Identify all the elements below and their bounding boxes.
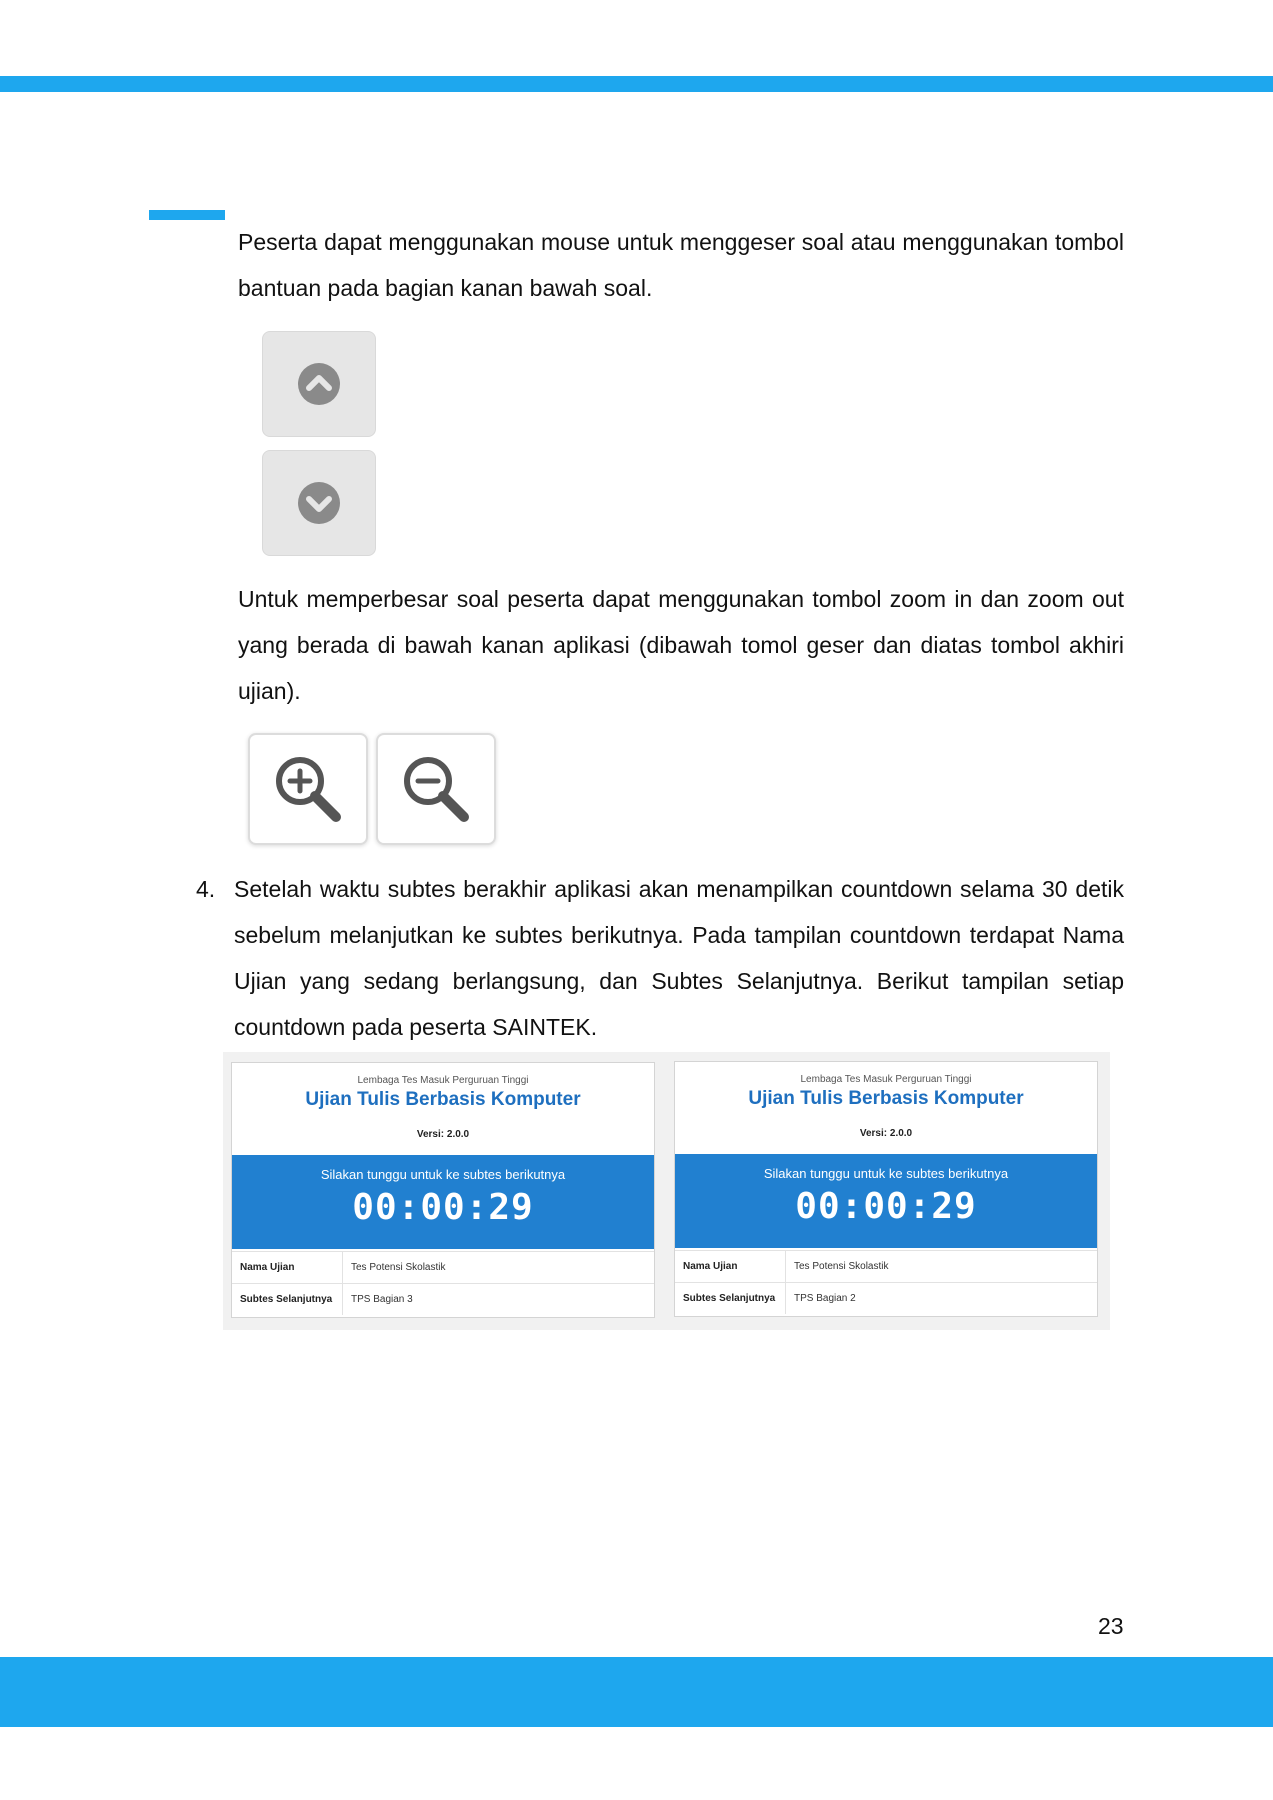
version-label: Versi: 2.0.0 [859, 1128, 913, 1139]
chevron-up-circle-icon [297, 362, 341, 406]
version-label: Versi: 2.0.0 [416, 1129, 470, 1140]
info-value: TPS Bagian 2 [786, 1283, 1098, 1315]
countdown-panel [674, 1061, 1098, 1317]
table-row [232, 1284, 654, 1316]
zoom-in-button[interactable] [248, 733, 368, 845]
countdown-band [675, 1154, 1097, 1248]
zoom-instruction-paragraph: Untuk memperbesar soal peserta dapat menggunakan tombol zoom in dan zoom out yang berada di bawah kanan aplikasi (dibawah tomol geser dan diatas tombol akhiri ujian). [238, 586, 1124, 704]
info-value: Tes Potensi Skolastik [343, 1252, 655, 1284]
info-label: Nama Ujian [232, 1252, 343, 1284]
header-accent-bar [0, 76, 1273, 92]
footer-accent-bar [0, 1657, 1273, 1727]
countdown-screenshots [223, 1052, 1110, 1330]
app-title: Ujian Tulis Berbasis Komputer [748, 1088, 1024, 1109]
chevron-down-circle-icon [297, 481, 341, 525]
countdown-timer: 00:00:29 [795, 1186, 977, 1227]
info-label: Subtes Selanjutnya [232, 1284, 343, 1316]
countdown-instruction-paragraph: Setelah waktu subtes berakhir aplikasi akan menampilkan countdown selama 30 detik sebelum melanjutkan ke subtes berikutnya. Pada tampilan countdown terdapat Nama Ujian yang sedang berlangsung, dan Subtes Selanjutnya. Berikut tampilan setiap countdown pada peserta SAINTEK. [234, 876, 1124, 1040]
scroll-down-button[interactable] [262, 450, 376, 556]
table-row [675, 1283, 1097, 1315]
institution-label: Lembaga Tes Masuk Perguruan Tinggi [800, 1074, 972, 1085]
table-row [675, 1251, 1097, 1283]
table-row [232, 1252, 654, 1284]
institution-label: Lembaga Tes Masuk Perguruan Tinggi [357, 1075, 529, 1086]
info-value: Tes Potensi Skolastik [786, 1251, 1098, 1283]
exam-info-table [675, 1250, 1097, 1314]
info-label: Subtes Selanjutnya [675, 1283, 786, 1315]
scroll-up-button[interactable] [262, 331, 376, 437]
zoom-out-button[interactable] [376, 733, 496, 845]
zoom-out-icon [396, 749, 476, 829]
scroll-instruction-paragraph: Peserta dapat menggunakan mouse untuk menggeser soal atau menggunakan tombol bantuan pada bagian kanan bawah soal. [238, 229, 1124, 301]
countdown-band [232, 1155, 654, 1249]
list-item-number: 4. [196, 876, 216, 902]
page-number: 23 [1098, 1613, 1124, 1639]
section-accent-marker [149, 210, 225, 220]
exam-info-table [232, 1251, 654, 1315]
info-label: Nama Ujian [675, 1251, 786, 1283]
countdown-panel [231, 1062, 655, 1318]
zoom-in-icon [268, 749, 348, 829]
countdown-timer: 00:00:29 [352, 1187, 534, 1228]
app-title: Ujian Tulis Berbasis Komputer [305, 1089, 581, 1110]
wait-message: Silakan tunggu untuk ke subtes berikutnya [320, 1167, 566, 1182]
wait-message: Silakan tunggu untuk ke subtes berikutnya [763, 1166, 1009, 1181]
info-value: TPS Bagian 3 [343, 1284, 655, 1316]
